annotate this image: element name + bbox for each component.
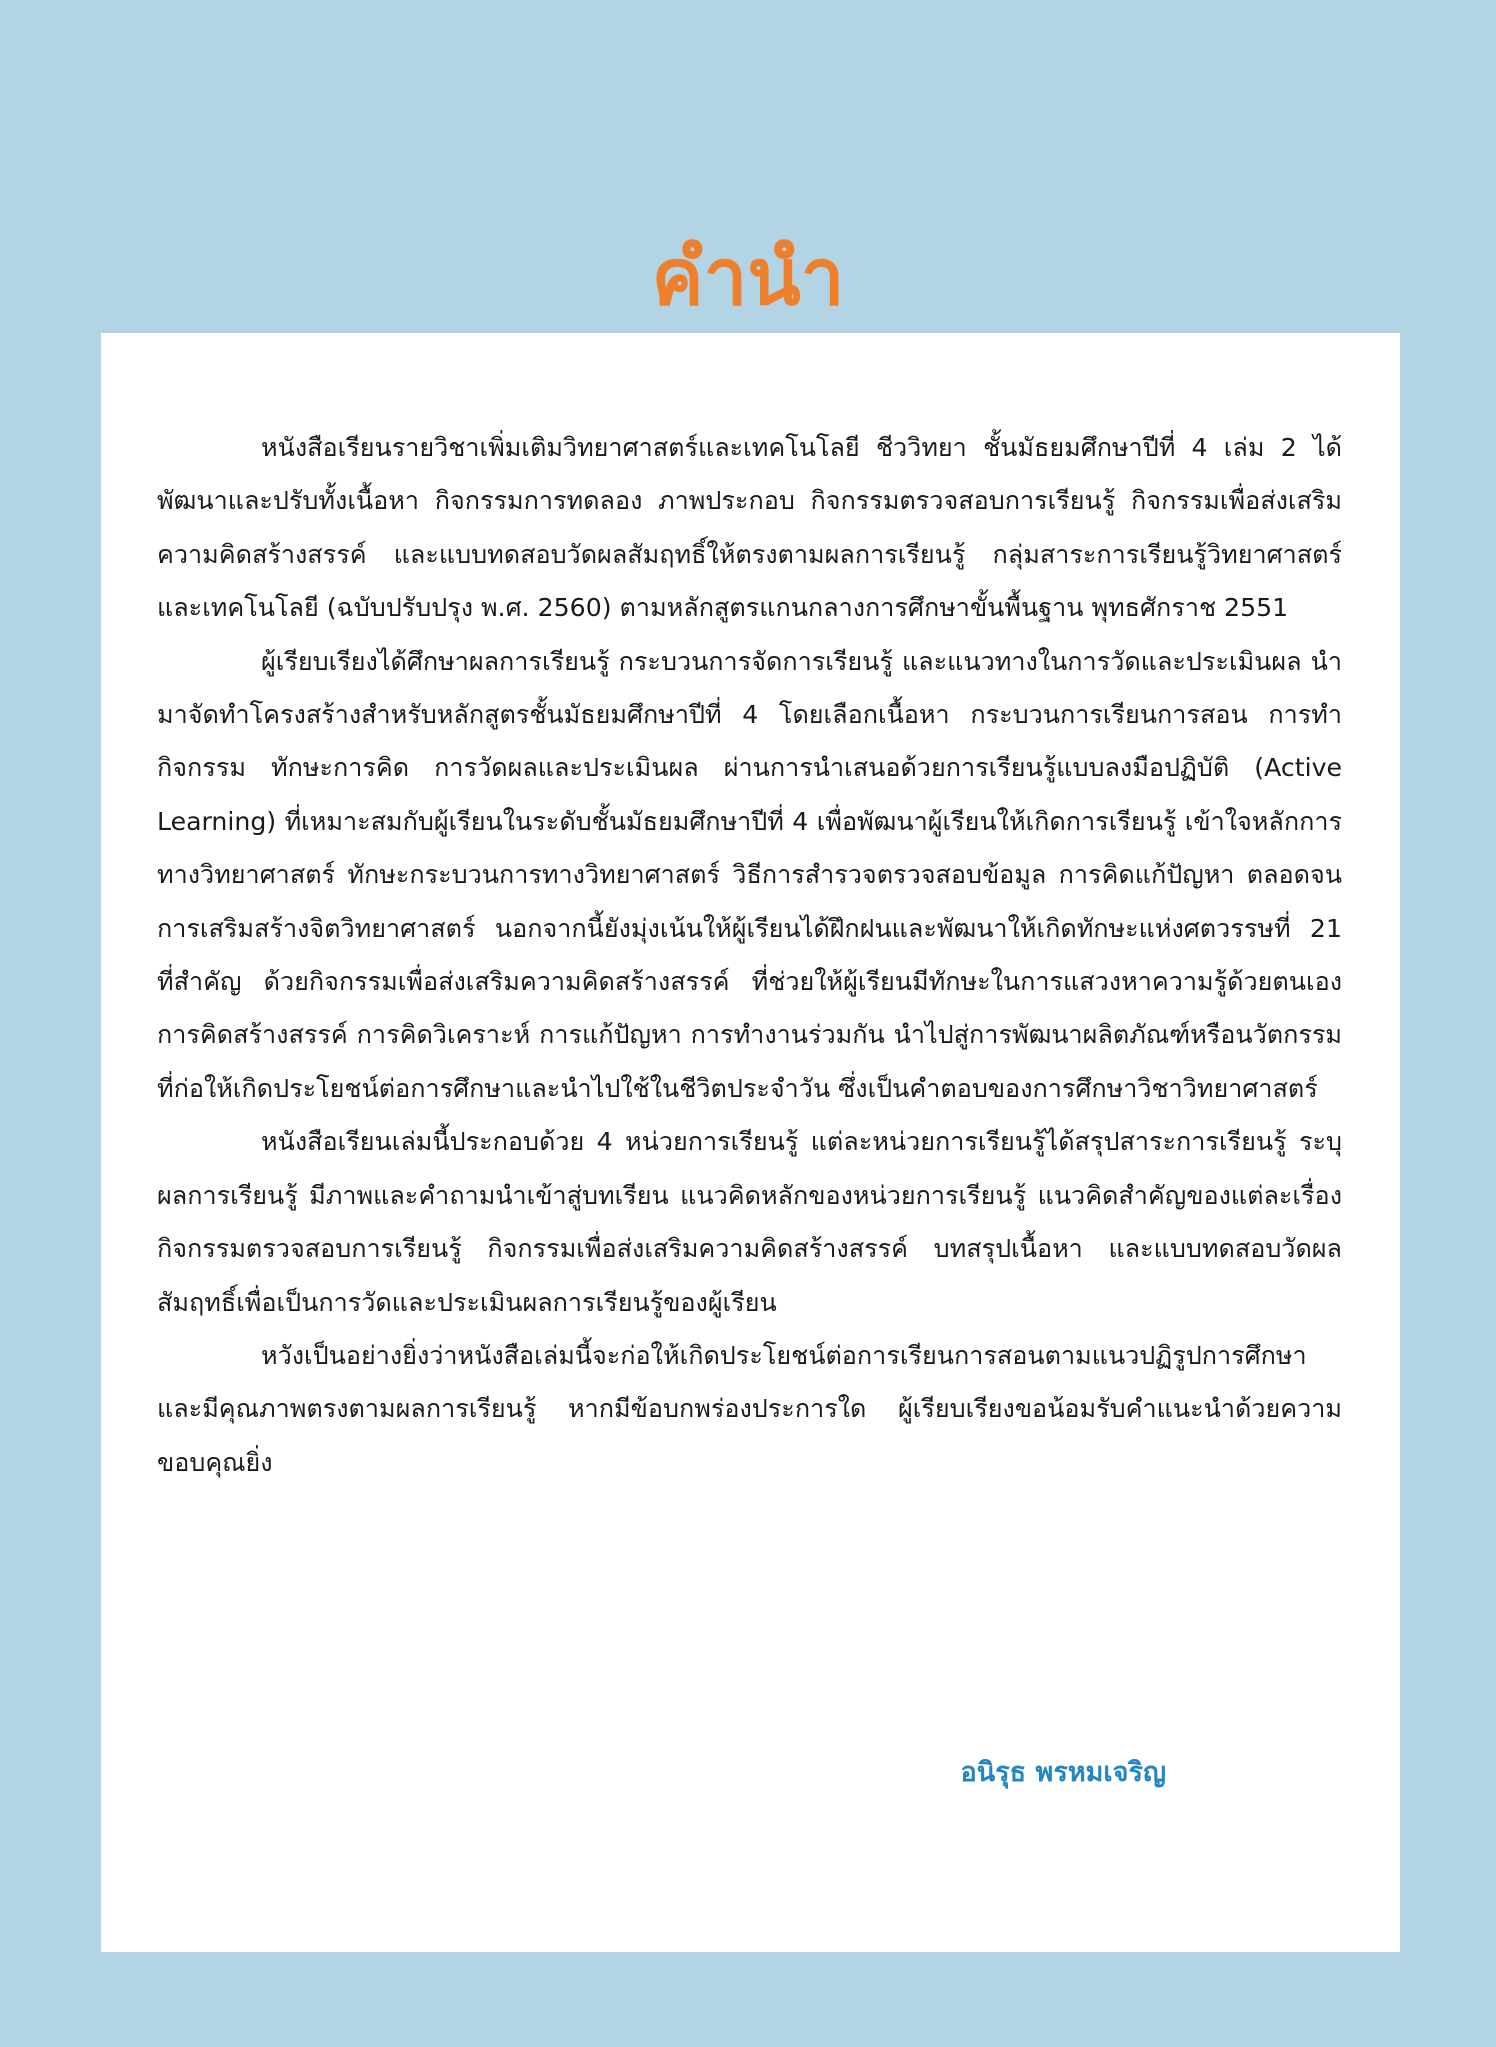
preface-paragraph-4: หวังเป็นอย่างยิ่งว่าหนังสือเล่มนี้จะก่อให้เกิดประโยชน์ต่อการเรียนการสอนตามแนวปฏิรูปการศึกษา และมีคุณภาพตรงตามผลการเรียนรู้ หากมีข้อบกพร่องประการใด ผู้เรียบเรียงขอน้อมรับคำแนะนำด้วยความขอบคุณยิ่ง bbox=[157, 1340, 1342, 1477]
preface-body bbox=[157, 421, 1342, 1489]
preface-paragraph-1: หนังสือเรียนรายวิชาเพิ่มเติมวิทยาศาสตร์และเทคโนโลยี ชีววิทยา ชั้นมัธยมศึกษาปีที่ 4 เล่ม 2 ได้พัฒนาและปรับทั้งเนื้อหา กิจกรรมการทดลอง ภาพประกอบ กิจกรรมตรวจสอบการเรียนรู้ กิจกรรมเพื่อส่งเสริมความคิดสร้างสรรค์ และแบบทดสอบวัดผลสัมฤทธิ์ให้ตรงตามผลการเรียนรู้ กลุ่มสาระการเรียนรู้วิทยาศาสตร์และเทคโนโลยี (ฉบับปรับปรุง พ.ศ. 2560) ตามหลักสูตรแกนกลางการศึกษาขั้นพื้นฐาน พุทธศักราช 2551 bbox=[157, 433, 1342, 623]
preface-paragraph-2: ผู้เรียบเรียงได้ศึกษาผลการเรียนรู้ กระบวนการจัดการเรียนรู้ และแนวทางในการวัดและประเมินผล นำมาจัดทำโครงสร้างสำหรับหลักสูตรชั้นมัธยมศึกษาปีที่ 4 โดยเลือกเนื้อหา กระบวนการเรียนการสอน การทำกิจกรรม ทักษะการคิด การวัดผลและประเมินผล ผ่านการนำเสนอด้วยการเรียนรู้แบบลงมือปฏิบัติ (Active Learning) ที่เหมาะสมกับผู้เรียนในระดับชั้นมัธยมศึกษาปีที่ 4 เพื่อพัฒนาผู้เรียนให้เกิดการเรียนรู้ เข้าใจหลักการทางวิทยาศาสตร์ ทักษะกระบวนการทางวิทยาศาสตร์ วิธีการสำรวจตรวจสอบข้อมูล การคิดแก้ปัญหา ตลอดจนการเสริมสร้างจิตวิทยาศาสตร์ นอกจากนี้ยังมุ่งเน้นให้ผู้เรียนได้ฝึกฝนและพัฒนาให้เกิดทักษะแห่งศตวรรษที่ 21 ที่สำคัญ ด้วยกิจกรรมเพื่อส่งเสริมความคิดสร้างสรรค์ ที่ช่วยให้ผู้เรียนมีทักษะในการแสวงหาความรู้ด้วยตนเอง การคิดสร้างสรรค์ การคิดวิเคราะห์ การแก้ปัญหา การทำงานร่วมกัน นำไปสู่การพัฒนาผลิตภัณฑ์หรือนวัตกรรมที่ก่อให้เกิดประโยชน์ต่อการศึกษาและนำไปใช้ในชีวิตประจำวัน ซึ่งเป็นคำตอบของการศึกษาวิชาวิทยาศาสตร์ bbox=[157, 646, 1342, 1103]
preface-paragraph-3: หนังสือเรียนเล่มนี้ประกอบด้วย 4 หน่วยการเรียนรู้ แต่ละหน่วยการเรียนรู้ได้สรุปสาระการเรียนรู้ ระบุผลการเรียนรู้ มีภาพและคำถามนำเข้าสู่บทเรียน แนวคิดหลักของหน่วยการเรียนรู้ แนวคิดสำคัญของแต่ละเรื่อง กิจกรรมตรวจสอบการเรียนรู้ กิจกรรมเพื่อส่งเสริมความคิดสร้างสรรค์ บทสรุปเนื้อหา และแบบทดสอบวัดผลสัมฤทธิ์เพื่อเป็นการวัดและประเมินผลการเรียนรู้ของผู้เรียน bbox=[157, 1127, 1342, 1317]
author-signature: อนิรุธ พรหมเจริญ bbox=[960, 1757, 1166, 1788]
content-panel bbox=[101, 333, 1400, 1952]
page-title: คำนำ bbox=[651, 233, 845, 323]
